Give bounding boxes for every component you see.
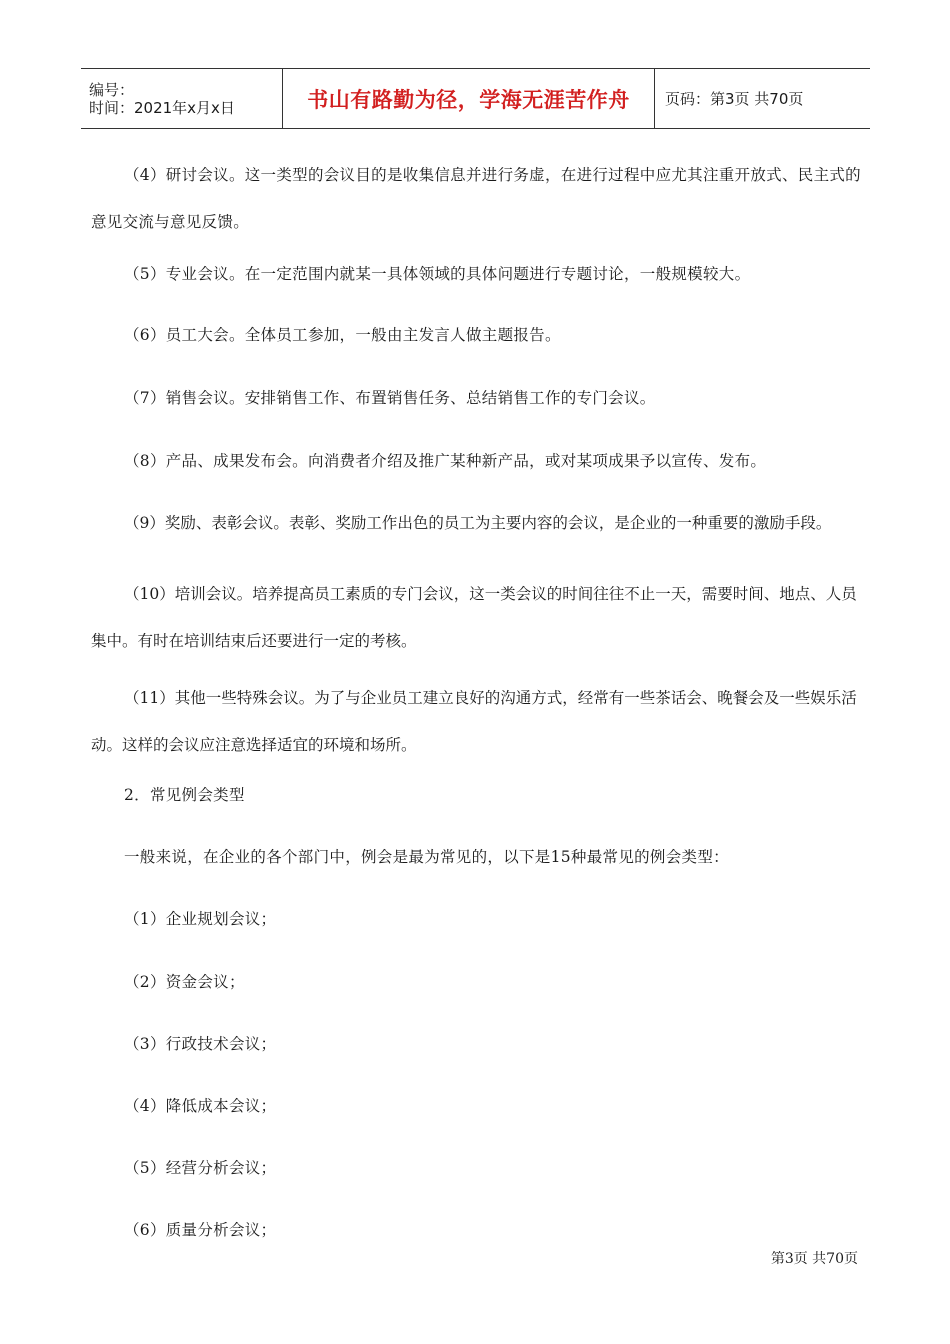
paragraph-10: （10）培训会议。培养提高员工素质的专门会议，这一类会议的时间往往不止一天，需要时间、地点、人员集中。有时在培训结束后还要进行一定的考核。 <box>91 585 857 650</box>
paragraph-5: （5）专业会议。在一定范围内就某一具体领域的具体问题进行专题讨论，一般规模较大。 <box>124 265 751 283</box>
section-2-heading: 2．常见例会类型 <box>124 786 245 804</box>
paragraph-8: （8）产品、成果发布会。向消费者介绍及推广某种新产品，或对某项成果予以宣传、发布。 <box>124 452 767 470</box>
paragraph-9: （9）奖励、表彰会议。表彰、奖励工作出色的员工为主要内容的会议，是企业的一种重要的激励手段。 <box>124 514 832 532</box>
section-2-intro: 一般来说，在企业的各个部门中，例会是最为常见的，以下是15种最常见的例会类型： <box>124 848 729 866</box>
header-meta <box>81 69 282 128</box>
time-label: 时间：2021年x月x日 <box>89 98 235 117</box>
header-motto: 书山有路勤为径，学海无涯苦作舟 <box>282 69 655 128</box>
code-label: 编号： <box>89 80 135 99</box>
paragraph-4: （4）研讨会议。这一类型的会议目的是收集信息并进行务虚，在进行过程中应尤其注重开放式、民主式的意见交流与意见反馈。 <box>91 166 861 231</box>
list-item: （4）降低成本会议； <box>124 1097 277 1115</box>
page-header <box>81 68 870 129</box>
list-item: （3）行政技术会议； <box>124 1035 277 1053</box>
list-item: （5）经营分析会议； <box>124 1159 277 1177</box>
paragraph-7: （7）销售会议。安排销售工作、布置销售任务、总结销售工作的专门会议。 <box>124 389 656 407</box>
paragraph-11: （11）其他一些特殊会议。为了与企业员工建立良好的沟通方式，经常有一些茶话会、晚餐会及一些娱乐活动。这样的会议应注意选择适宜的环境和场所。 <box>91 689 857 754</box>
header-page-number: 页码：第3页 共70页 <box>665 90 804 108</box>
list-item: （6）质量分析会议； <box>124 1221 277 1239</box>
list-item: （1）企业规划会议； <box>124 910 277 928</box>
paragraph-6: （6）员工大会。全体员工参加，一般由主发言人做主题报告。 <box>124 326 561 344</box>
list-item: （2）资金会议； <box>124 973 245 991</box>
footer-page-number: 第3页 共70页 <box>770 1251 858 1267</box>
